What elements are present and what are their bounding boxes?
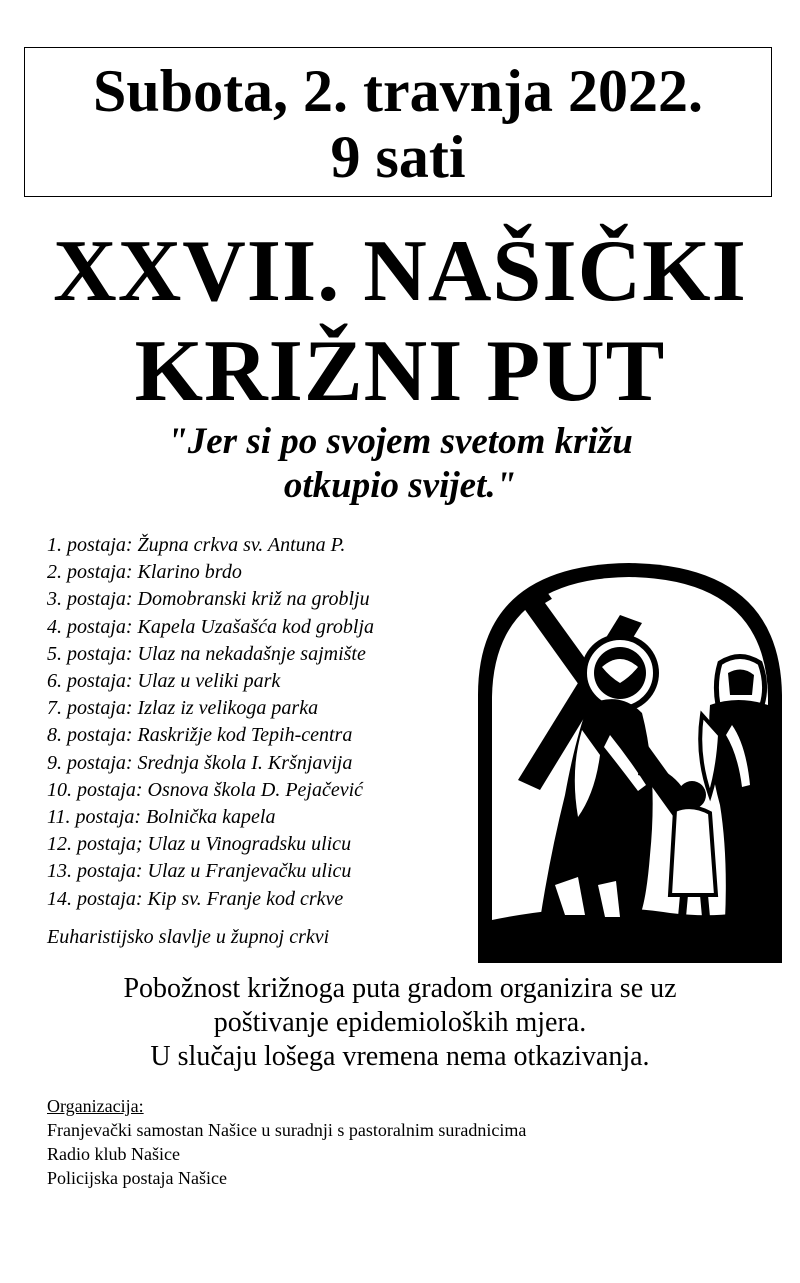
station-item: 3. postaja: Domobranski križ na groblju bbox=[47, 588, 370, 611]
organizer-line: Radio klub Našice bbox=[47, 1144, 180, 1164]
event-date: Subota, 2. travnja 2022. bbox=[92, 58, 704, 124]
eucharist-note: Euharistijsko slavlje u župnoj crkvi bbox=[47, 926, 330, 948]
organizers-heading: Organizacija: bbox=[47, 1096, 144, 1116]
stations-list bbox=[47, 532, 477, 913]
station-item: 14. postaja: Kip sv. Franje kod crkve bbox=[47, 887, 344, 910]
station-item: 7. postaja: Izlaz iz velikoga parka bbox=[47, 697, 319, 720]
event-title-line-2: KRIŽNI PUT bbox=[134, 323, 666, 420]
station-item: 11. postaja: Bolnička kapela bbox=[47, 806, 276, 829]
station-item: 8. postaja: Raskrižje kod Tepih-centra bbox=[47, 724, 353, 747]
event-time: 9 sati bbox=[330, 124, 466, 190]
station-item: 13. postaja: Ulaz u Franjevačku ulicu bbox=[47, 860, 352, 883]
station-item: 12. postaja; Ulaz u Vinogradsku ulicu bbox=[47, 833, 352, 856]
station-item: 5. postaja: Ulaz na nekadašnje sajmište bbox=[47, 642, 366, 665]
notice-line-2: poštivanje epidemioloških mjera. bbox=[213, 1007, 587, 1038]
jesus-carrying-cross-icon bbox=[470, 555, 788, 965]
station-item: 1. postaja: Župna crkva sv. Antuna P. bbox=[47, 534, 346, 556]
organizers-section bbox=[47, 1094, 526, 1190]
station-item: 4. postaja: Kapela Uzašašća kod groblja bbox=[47, 615, 375, 638]
scripture-quote bbox=[0, 420, 800, 508]
quote-line-2: otkupio svijet." bbox=[283, 465, 517, 506]
date-time-box bbox=[24, 47, 772, 197]
station-item: 9. postaja: Srednja škola I. Kršnjavija bbox=[47, 751, 353, 774]
notice-line-3: U slučaju lošega vremena nema otkazivanja. bbox=[150, 1041, 650, 1072]
station-item: 10. postaja: Osnova škola D. Pejačević bbox=[47, 778, 364, 801]
station-item: 2. postaja: Klarino brdo bbox=[47, 561, 242, 584]
safety-notice bbox=[0, 972, 800, 1074]
event-title bbox=[0, 222, 800, 422]
organizer-line: Franjevački samostan Našice u suradnji s pastoralnim suradnicima bbox=[47, 1120, 527, 1140]
quote-line-1: "Jer si po svojem svetom križu bbox=[167, 421, 633, 462]
notice-line-1: Pobožnost križnoga puta gradom organizira se uz bbox=[123, 973, 677, 1004]
event-title-line-1: XXVII. NAŠIČKI bbox=[53, 223, 747, 320]
organizer-line: Policijska postaja Našice bbox=[47, 1168, 227, 1188]
station-item: 6. postaja: Ulaz u veliki park bbox=[47, 670, 281, 693]
